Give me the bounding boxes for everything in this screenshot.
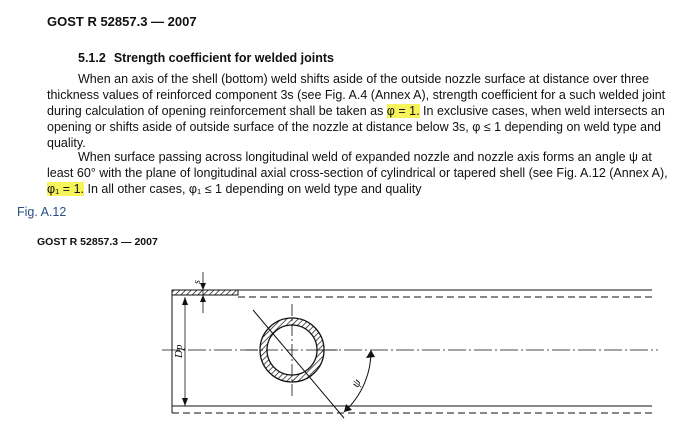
thickness-arrow-bottom	[200, 295, 206, 302]
paragraph1-text-b: In exclusive cases, when weld intersects an opening or shifts aside of outside surface of the nozzle at distance below 3s, φ ≤ 1 depending on weld type and quality.	[47, 104, 665, 150]
figure-caption: Fig. A.12	[17, 205, 67, 219]
highlight-phi1-equals-1: φ₁ = 1.	[47, 182, 84, 196]
paragraph2-text-a: When surface passing across longitudinal weld of expanded nozzle and nozzle axis forms an angle ψ at least 60° with the plane of longitudinal axial cross-section of cylindrical or tapered shell (see Fig. A.12 (Annex A),	[47, 150, 668, 180]
angle-arrow-top	[366, 350, 375, 358]
diameter-arrow-bottom	[182, 398, 188, 406]
angle-psi-label: ψ	[348, 376, 364, 390]
paragraph1-text-a: When an axis of the shell (bottom) weld shifts aside of the outside nozzle surface at distance over three thickness values of reinforced component 3s (see Fig. A.4 (Annex A), strength coefficient for a such welded joint during calculation of opening reinforcement shall be taken as	[47, 72, 666, 118]
diameter-label: Dp	[173, 344, 185, 358]
document-header: GOST R 52857.3 — 2007	[47, 14, 197, 29]
thickness-label: s	[192, 280, 203, 284]
diameter-arrow-top	[182, 297, 188, 305]
section-number: 5.1.2	[78, 51, 106, 65]
highlight-phi-equals-1: φ = 1.	[386, 104, 420, 118]
section-title: Strength coefficient for welded joints	[113, 51, 334, 65]
shell-wall-section	[172, 290, 238, 295]
paragraph2-text-b: In all other cases, φ₁ ≤ 1 depending on weld type and quality	[84, 182, 422, 196]
figure-page-header: GOST R 52857.3 — 2007	[37, 236, 158, 248]
